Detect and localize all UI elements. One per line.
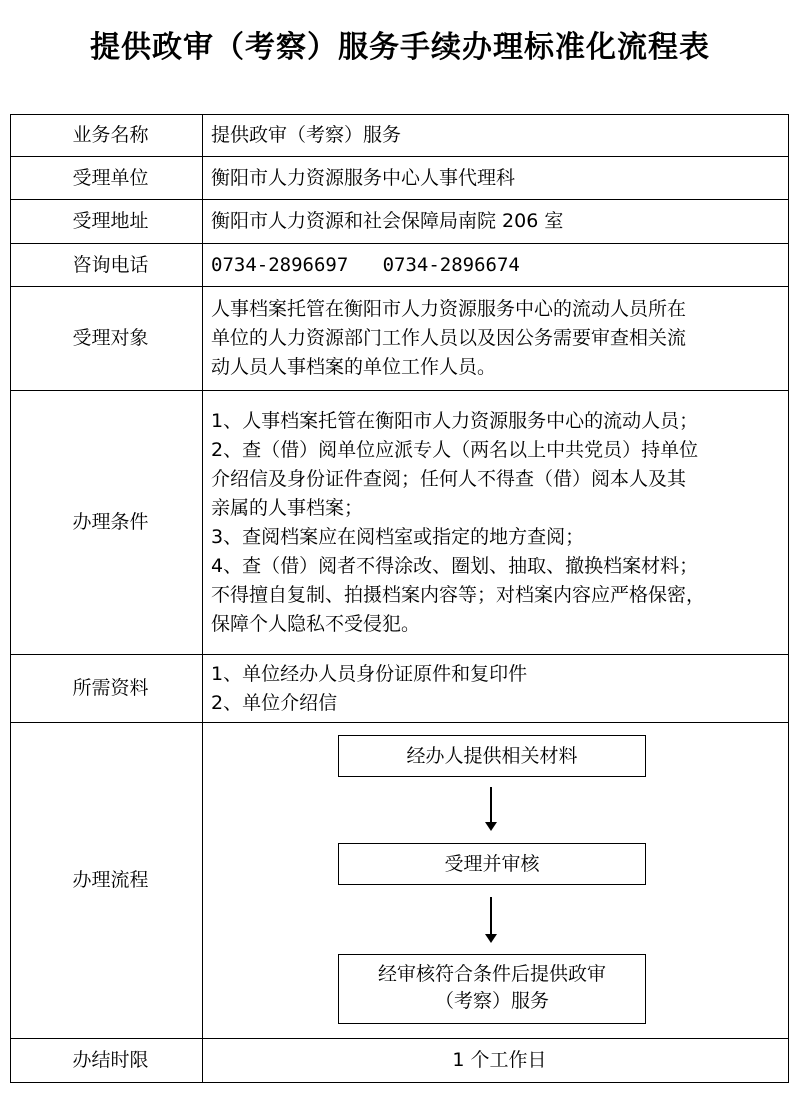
condition-line: 3、查阅档案应在阅档室或指定的地方查阅； — [211, 525, 585, 548]
target-line: 动人员人事档案的单位工作人员。 — [211, 356, 497, 378]
row-business-name — [11, 115, 789, 157]
label-target: 受理对象 — [11, 287, 203, 391]
condition-line: 2、查（借）阅单位应派专人（两名以上中共党员）持单位 — [211, 438, 699, 461]
value-accepting-unit: 衡阳市人力资源服务中心人事代理科 — [203, 157, 789, 200]
label-phone: 咨询电话 — [11, 244, 203, 287]
row-target — [11, 287, 789, 391]
page-title: 提供政审（考察）服务手续办理标准化流程表 — [90, 30, 710, 65]
row-time-limit — [11, 1039, 789, 1083]
condition-line: 4、查（借）阅者不得涂改、圈划、抽取、撤换档案材料； — [211, 554, 699, 577]
flow-step-provide-line: 经审核符合条件后提供政审 — [377, 962, 606, 985]
condition-line: 亲属的人事档案； — [211, 496, 364, 519]
value-business-name: 提供政审（考察）服务 — [203, 115, 789, 157]
row-process — [11, 723, 789, 1039]
material-line: 1、单位经办人员身份证原件和复印件 — [211, 662, 528, 685]
row-address — [11, 200, 789, 244]
label-accepting-unit: 受理单位 — [11, 157, 203, 200]
row-materials — [11, 655, 789, 723]
condition-line: 不得擅自复制、拍摄档案内容等；对档案内容应严格保密， — [211, 583, 706, 606]
value-phone: 0734-2896697 0734-2896674 — [203, 244, 789, 287]
flow-step-provide — [338, 954, 646, 1024]
value-process — [203, 723, 789, 1039]
flow-step-provide-line: （考察）服务 — [434, 989, 549, 1012]
value-address: 衡阳市人力资源和社会保障局南院 206 室 — [203, 200, 789, 244]
process-table — [10, 114, 789, 1083]
down-arrow-icon — [490, 787, 492, 829]
row-conditions — [11, 391, 789, 655]
value-target — [203, 287, 789, 391]
row-phone — [11, 244, 789, 287]
flow-step-review: 受理并审核 — [338, 843, 646, 885]
label-materials: 所需资料 — [11, 655, 203, 723]
target-line: 单位的人力资源部门工作人员以及因公务需要审查相关流 — [211, 327, 687, 349]
value-conditions — [203, 391, 789, 655]
flowchart — [203, 725, 788, 1037]
material-line: 2、单位介绍信 — [211, 691, 338, 714]
label-address: 受理地址 — [11, 200, 203, 244]
condition-line: 保障个人隐私不受侵犯。 — [211, 612, 421, 635]
value-materials — [203, 655, 789, 723]
flow-step-submit: 经办人提供相关材料 — [338, 735, 646, 777]
label-conditions: 办理条件 — [11, 391, 203, 655]
row-accepting-unit — [11, 157, 789, 200]
condition-line: 介绍信及身份证件查阅；任何人不得查（借）阅本人及其 — [211, 467, 687, 490]
condition-line: 1、人事档案托管在衡阳市人力资源服务中心的流动人员； — [211, 409, 699, 432]
label-process: 办理流程 — [11, 723, 203, 1039]
label-business-name: 业务名称 — [11, 115, 203, 157]
target-line: 人事档案托管在衡阳市人力资源服务中心的流动人员所在 — [211, 298, 687, 320]
label-time-limit: 办结时限 — [11, 1039, 203, 1083]
down-arrow-icon — [490, 897, 492, 941]
value-time-limit: 1 个工作日 — [203, 1039, 789, 1083]
